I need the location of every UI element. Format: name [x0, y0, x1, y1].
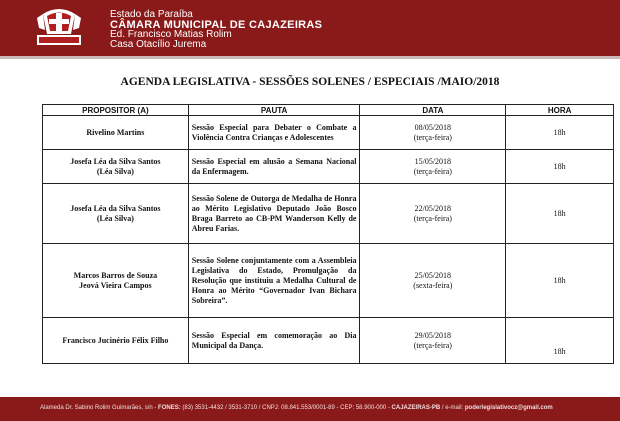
footer-phones: (83) 3531-4432 / 3531-3710 — [180, 405, 258, 411]
table-row — [43, 318, 614, 364]
table-row — [43, 244, 614, 318]
footer-email: poderlegislativocz@gmail.com — [464, 405, 553, 411]
letterhead-text — [110, 10, 322, 50]
time-cell: 18h — [506, 244, 614, 318]
table-row — [43, 116, 614, 150]
footer-phones-label: FONES: — [158, 405, 181, 411]
propositor-cell — [43, 318, 189, 364]
propositor-name: Josefa Léa da Silva Santos — [70, 156, 161, 166]
propositor-cell — [43, 184, 189, 244]
date-cell — [360, 150, 506, 184]
propositor-cell — [43, 116, 189, 150]
state-name: Estado da Paraíba — [110, 9, 193, 20]
date-value: 08/05/2018 — [414, 122, 452, 132]
date-value: 25/05/2018 — [414, 270, 452, 280]
pauta-cell: Sessão Solene conjuntamente com a Assembleia Legislativa do Estado, Promulgação da Resolução que instituiu a Medalha Cultural de Honra ao Mérito “Governador Ivan Bichara Sobreira”. — [188, 244, 360, 318]
date-cell — [360, 184, 506, 244]
agenda-table — [42, 104, 614, 364]
weekday-value: (terça-feira) — [413, 166, 452, 176]
header-hora: HORA — [506, 105, 614, 116]
propositor-name: Marcos Barros de Souza — [73, 270, 158, 280]
header-data: DATA — [360, 105, 506, 116]
coat-of-arms-logo — [35, 4, 83, 49]
chamber-name: CÂMARA MUNICIPAL DE CAJAZEIRAS — [110, 19, 323, 31]
weekday-value: (terça-feira) — [413, 132, 452, 142]
house-name: Casa Otacílio Jurema — [110, 39, 207, 50]
footer-cnpj-cep: / CNPJ: 08.841.553/0001-89 - CEP: 58.900-000 - — [257, 405, 392, 411]
propositor-alias: (Léa Silva) — [96, 213, 134, 223]
letterhead-footer — [0, 397, 620, 421]
footer-email-label: / e-mail: — [440, 405, 465, 411]
pauta-cell: Sessão Especial em comemoração ao Dia Municipal da Dança. — [188, 318, 360, 364]
date-value: 15/05/2018 — [414, 156, 452, 166]
weekday-value: (sexta-feira) — [413, 280, 453, 290]
footer-contact-line — [40, 405, 553, 411]
table-row — [43, 150, 614, 184]
header-propositor: PROPOSITOR (A) — [43, 105, 189, 116]
pauta-cell: Sessão Especial para Debater o Combate a Violência Contra Crianças e Adolescentes — [188, 116, 360, 150]
date-cell — [360, 244, 506, 318]
date-value: 22/05/2018 — [414, 203, 452, 213]
weekday-value: (terça-feira) — [413, 340, 452, 350]
date-cell — [360, 116, 506, 150]
propositor-alias: (Léa Silva) — [96, 166, 134, 176]
weekday-value: (terça-feira) — [413, 213, 452, 223]
header-pauta: PAUTA — [188, 105, 360, 116]
propositor-name: Francisco Jucinério Félix Filho — [62, 335, 169, 345]
page-title: AGENDA LEGISLATIVA - SESSÕES SOLENES / ESPECIAIS /MAIO/2018 — [120, 76, 500, 88]
table-row — [43, 184, 614, 244]
footer-city: CAJAZEIRAS-PB — [391, 405, 441, 411]
pauta-cell: Sessão Especial em alusão a Semana Nacional da Enfermagem. — [188, 150, 360, 184]
letterhead-banner — [0, 0, 620, 56]
propositor-name: Josefa Léa da Silva Santos — [70, 203, 161, 213]
pauta-cell: Sessão Solene de Outorga de Medalha de Honra ao Mérito Legislativo Deputado João Bosco Braga Barreto ao CB-PM Wanderson Kelly de Abreu Farias. — [188, 184, 360, 244]
header-divider — [0, 56, 620, 59]
building-name: Ed. Francisco Matias Rolim — [110, 29, 232, 40]
propositor-name-2: Jeová Vieira Campos — [79, 280, 152, 290]
footer-address: Alameda Dr. Sabino Rolim Guimarães, s/n - — [40, 405, 159, 411]
date-value: 29/05/2018 — [414, 330, 452, 340]
table-header-row — [43, 105, 614, 116]
time-cell: 18h — [506, 150, 614, 184]
propositor-cell — [43, 150, 189, 184]
time-cell: 18h — [506, 184, 614, 244]
time-cell: 18h — [506, 116, 614, 150]
propositor-name: Rivelino Martins — [86, 127, 145, 137]
date-cell — [360, 318, 506, 364]
time-cell: 18h — [506, 318, 614, 364]
propositor-cell — [43, 244, 189, 318]
